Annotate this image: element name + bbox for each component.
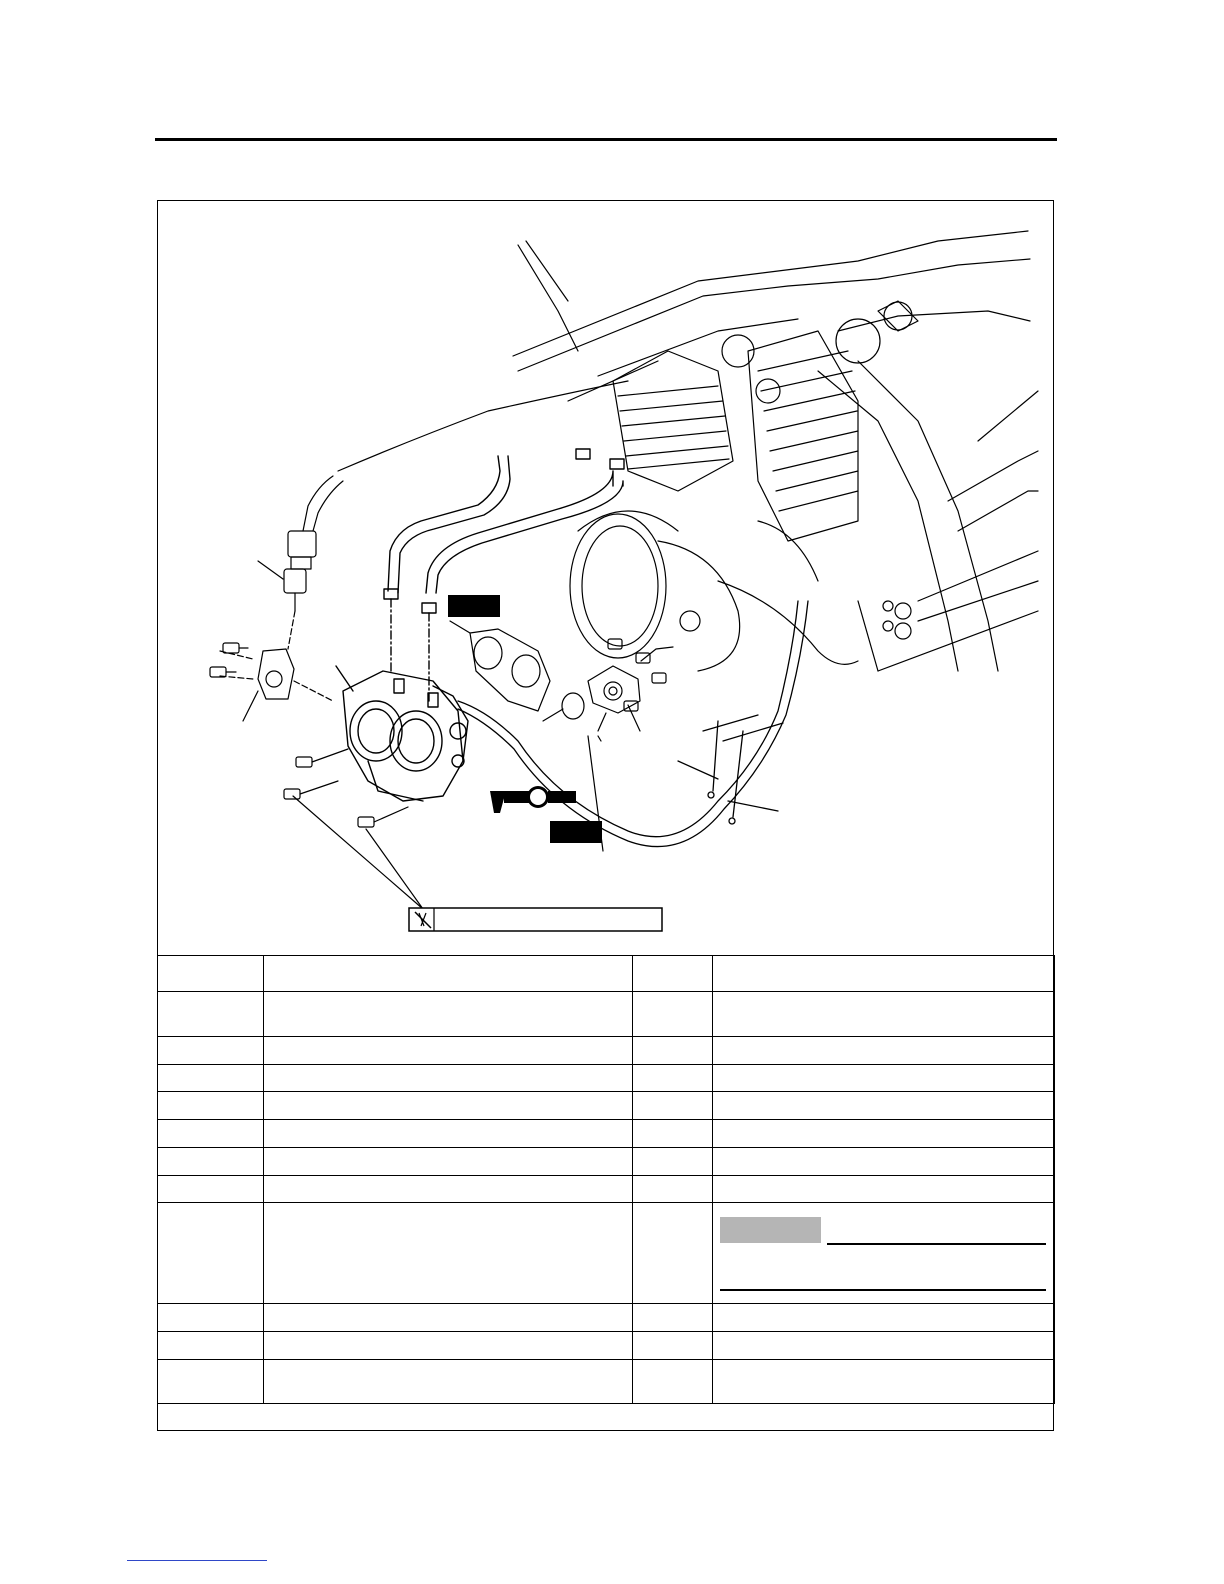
header-rule xyxy=(155,138,1057,141)
table-cell xyxy=(264,1037,633,1065)
table-row xyxy=(158,1176,1055,1203)
table-cell xyxy=(633,956,713,992)
table-cell xyxy=(713,1037,1055,1065)
table-cell xyxy=(158,992,264,1037)
o-ring xyxy=(543,693,584,721)
table-cell xyxy=(264,1176,633,1203)
frame-tubes xyxy=(513,231,1038,671)
table-cell xyxy=(633,1092,713,1120)
table-cell xyxy=(158,1360,264,1404)
table-row xyxy=(158,1360,1055,1404)
table-cell xyxy=(713,992,1055,1037)
footer-link[interactable] xyxy=(127,1560,267,1561)
table-cell xyxy=(633,1203,713,1304)
table-cell xyxy=(158,1176,264,1203)
table-row xyxy=(158,1120,1055,1148)
table-cell xyxy=(264,1092,633,1120)
table-cell xyxy=(633,1304,713,1332)
breather-hoses xyxy=(384,449,624,701)
table-cell xyxy=(713,1332,1055,1360)
table-cell xyxy=(713,1148,1055,1176)
table-cell xyxy=(633,1120,713,1148)
throttle-body-bolts xyxy=(284,749,408,827)
sensor-connector xyxy=(258,531,316,611)
table-row xyxy=(158,1332,1055,1360)
table-row xyxy=(158,1092,1055,1120)
table-cell xyxy=(158,1203,264,1304)
note-cell xyxy=(713,1203,1055,1304)
table-cell xyxy=(633,1360,713,1404)
table-cell xyxy=(158,1332,264,1360)
torque-spec-box xyxy=(409,908,662,931)
table-cell xyxy=(158,1304,264,1332)
table-cell xyxy=(713,1065,1055,1092)
table-row xyxy=(158,992,1055,1037)
table-row xyxy=(158,956,1055,992)
throttle-position-sensor xyxy=(220,611,333,721)
intake-gasket xyxy=(450,621,550,711)
table-cell xyxy=(264,1120,633,1148)
engine-cylinders xyxy=(613,301,918,541)
table-cell xyxy=(264,956,633,992)
table-row xyxy=(158,1203,1055,1304)
table-cell xyxy=(633,1332,713,1360)
table-row xyxy=(158,1148,1055,1176)
table-cell xyxy=(633,1065,713,1092)
table-cell xyxy=(633,1148,713,1176)
throttle-body xyxy=(336,666,468,801)
table-cell xyxy=(713,1092,1055,1120)
table-cell xyxy=(713,956,1055,992)
table-cell xyxy=(264,1304,633,1332)
table-cell xyxy=(158,1120,264,1148)
table-cell xyxy=(713,1176,1055,1203)
table-cell xyxy=(264,1360,633,1404)
table-cell xyxy=(264,1065,633,1092)
throttle-cables xyxy=(458,601,808,847)
table-cell xyxy=(713,1120,1055,1148)
procedure-table xyxy=(157,955,1055,1404)
lubricant-icon xyxy=(490,786,576,813)
table-cell xyxy=(158,1092,264,1120)
table-row xyxy=(158,1065,1055,1092)
table-cell xyxy=(158,956,264,992)
note-underline xyxy=(827,1243,1046,1245)
table-cell xyxy=(633,1176,713,1203)
note-label-badge xyxy=(720,1217,821,1243)
table-cell xyxy=(264,1203,633,1304)
table-cell xyxy=(713,1360,1055,1404)
table-cell xyxy=(264,1332,633,1360)
sensor-screws xyxy=(210,643,248,677)
table-cell xyxy=(633,992,713,1037)
note-underline-bottom xyxy=(720,1289,1046,1291)
label-tags xyxy=(448,595,602,843)
crankcase-cover xyxy=(570,511,911,671)
table-row xyxy=(158,1304,1055,1332)
table-cell xyxy=(158,1148,264,1176)
table-cell xyxy=(158,1065,264,1092)
table-cell xyxy=(158,1037,264,1065)
throttle-body-exploded-diagram xyxy=(158,201,1054,955)
table-cell xyxy=(633,1037,713,1065)
table-cell xyxy=(264,992,633,1037)
table-cell xyxy=(264,1148,633,1176)
table-cell xyxy=(713,1304,1055,1332)
table-row xyxy=(158,1037,1055,1065)
